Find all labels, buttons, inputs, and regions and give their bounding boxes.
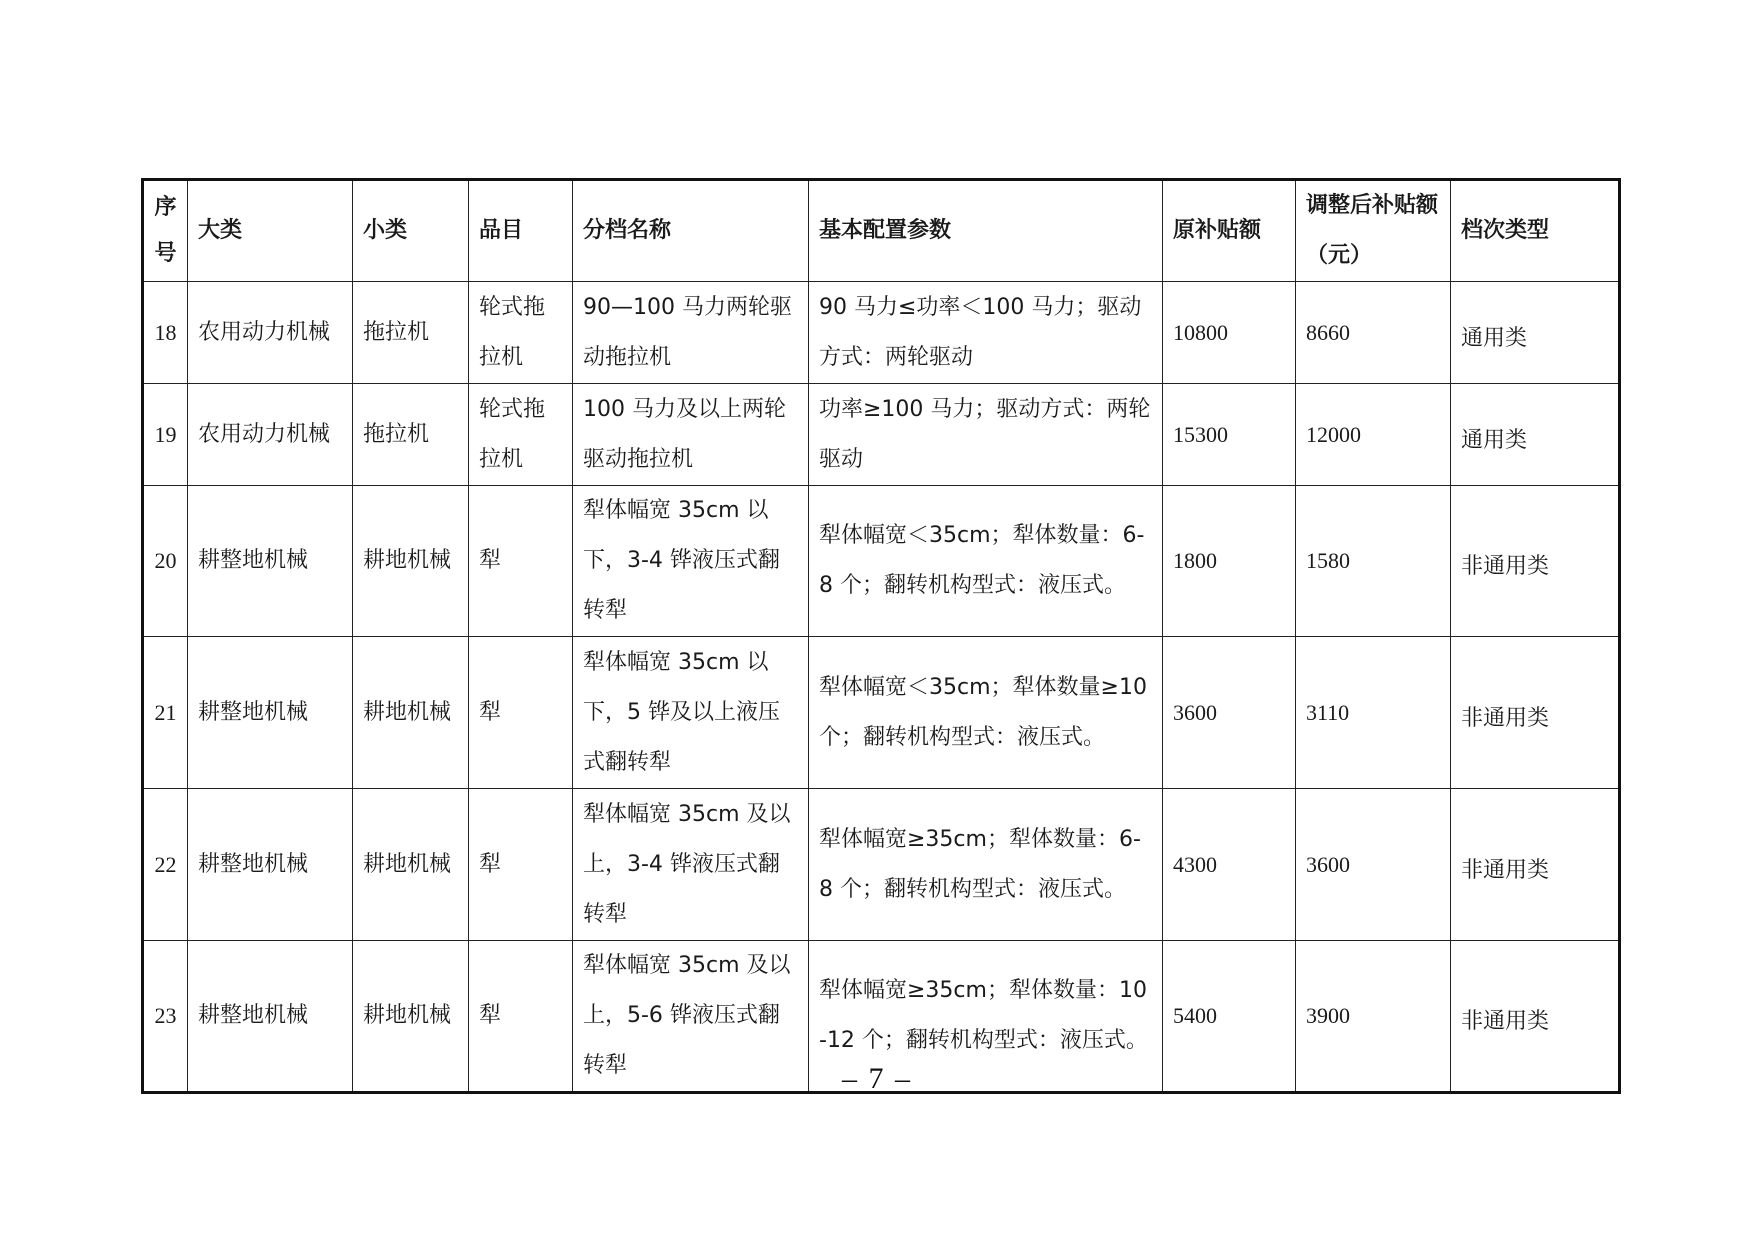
cell-tier-name: 犁体幅宽 35cm 及以上，3-4 铧液压式翻转犁 (573, 789, 809, 941)
cell-original-subsidy: 4300 (1163, 789, 1296, 941)
header-subcategory: 小类 (353, 180, 469, 282)
cell-adjusted-subsidy: 8660 (1296, 282, 1451, 384)
cell-tier-name: 犁体幅宽 35cm 以下，5 铧及以上液压式翻转犁 (573, 637, 809, 789)
cell-adjusted-subsidy: 3900 (1296, 941, 1451, 1093)
cell-item: 犁 (469, 486, 573, 637)
cell-tier-type: 非通用类 (1451, 486, 1620, 637)
header-tier-type: 档次类型 (1451, 180, 1620, 282)
cell-tier-type: 非通用类 (1451, 789, 1620, 941)
cell-config: 犁体幅宽＜35cm；犁体数量：6-8 个；翻转机构型式：液压式。 (809, 486, 1163, 637)
cell-config: 犁体幅宽≥35cm；犁体数量：10-12 个；翻转机构型式：液压式。 (809, 941, 1163, 1093)
cell-item: 犁 (469, 789, 573, 941)
cell-adjusted-subsidy: 3110 (1296, 637, 1451, 789)
cell-original-subsidy: 10800 (1163, 282, 1296, 384)
table-row (143, 789, 1620, 941)
cell-tier-type: 通用类 (1451, 282, 1620, 384)
cell-adjusted-subsidy: 3600 (1296, 789, 1451, 941)
cell-subcategory: 耕地机械 (353, 637, 469, 789)
table-row (143, 637, 1620, 789)
header-item: 品目 (469, 180, 573, 282)
header-seq: 序号 (143, 180, 188, 282)
cell-tier-name: 100 马力及以上两轮驱动拖拉机 (573, 384, 809, 486)
cell-original-subsidy: 5400 (1163, 941, 1296, 1093)
cell-seq: 18 (143, 282, 188, 384)
cell-original-subsidy: 3600 (1163, 637, 1296, 789)
cell-category: 耕整地机械 (188, 486, 353, 637)
table-header-row (143, 180, 1620, 282)
cell-adjusted-subsidy: 1580 (1296, 486, 1451, 637)
cell-item: 犁 (469, 637, 573, 789)
cell-item: 轮式拖拉机 (469, 282, 573, 384)
cell-seq: 19 (143, 384, 188, 486)
cell-subcategory: 耕地机械 (353, 486, 469, 637)
cell-config: 功率≥100 马力；驱动方式：两轮驱动 (809, 384, 1163, 486)
header-original-subsidy: 原补贴额 (1163, 180, 1296, 282)
cell-category: 农用动力机械 (188, 282, 353, 384)
cell-seq: 20 (143, 486, 188, 637)
header-config: 基本配置参数 (809, 180, 1163, 282)
cell-subcategory: 耕地机械 (353, 941, 469, 1093)
cell-tier-type: 非通用类 (1451, 637, 1620, 789)
table-row (143, 384, 1620, 486)
cell-config: 犁体幅宽≥35cm；犁体数量：6-8 个；翻转机构型式：液压式。 (809, 789, 1163, 941)
cell-category: 耕整地机械 (188, 789, 353, 941)
cell-seq: 23 (143, 941, 188, 1093)
cell-item: 轮式拖拉机 (469, 384, 573, 486)
cell-category: 耕整地机械 (188, 941, 353, 1093)
header-category: 大类 (188, 180, 353, 282)
cell-subcategory: 耕地机械 (353, 789, 469, 941)
cell-seq: 22 (143, 789, 188, 941)
table-row (143, 282, 1620, 384)
header-tier-name: 分档名称 (573, 180, 809, 282)
cell-item: 犁 (469, 941, 573, 1093)
cell-tier-type: 非通用类 (1451, 941, 1620, 1093)
cell-adjusted-subsidy: 12000 (1296, 384, 1451, 486)
header-adjusted-subsidy: 调整后补贴额（元） (1296, 180, 1451, 282)
cell-original-subsidy: 15300 (1163, 384, 1296, 486)
cell-config: 90 马力≤功率＜100 马力；驱动方式：两轮驱动 (809, 282, 1163, 384)
cell-tier-name: 90—100 马力两轮驱动拖拉机 (573, 282, 809, 384)
cell-tier-name: 犁体幅宽 35cm 及以上，5-6 铧液压式翻转犁 (573, 941, 809, 1093)
cell-subcategory: 拖拉机 (353, 384, 469, 486)
cell-config: 犁体幅宽＜35cm；犁体数量≥10 个；翻转机构型式：液压式。 (809, 637, 1163, 789)
cell-subcategory: 拖拉机 (353, 282, 469, 384)
cell-category: 耕整地机械 (188, 637, 353, 789)
cell-category: 农用动力机械 (188, 384, 353, 486)
page-number: – 7 – (842, 1062, 912, 1095)
cell-tier-type: 通用类 (1451, 384, 1620, 486)
cell-seq: 21 (143, 637, 188, 789)
cell-original-subsidy: 1800 (1163, 486, 1296, 637)
cell-tier-name: 犁体幅宽 35cm 以下，3-4 铧液压式翻转犁 (573, 486, 809, 637)
table-row (143, 486, 1620, 637)
subsidy-table (141, 178, 1621, 1094)
